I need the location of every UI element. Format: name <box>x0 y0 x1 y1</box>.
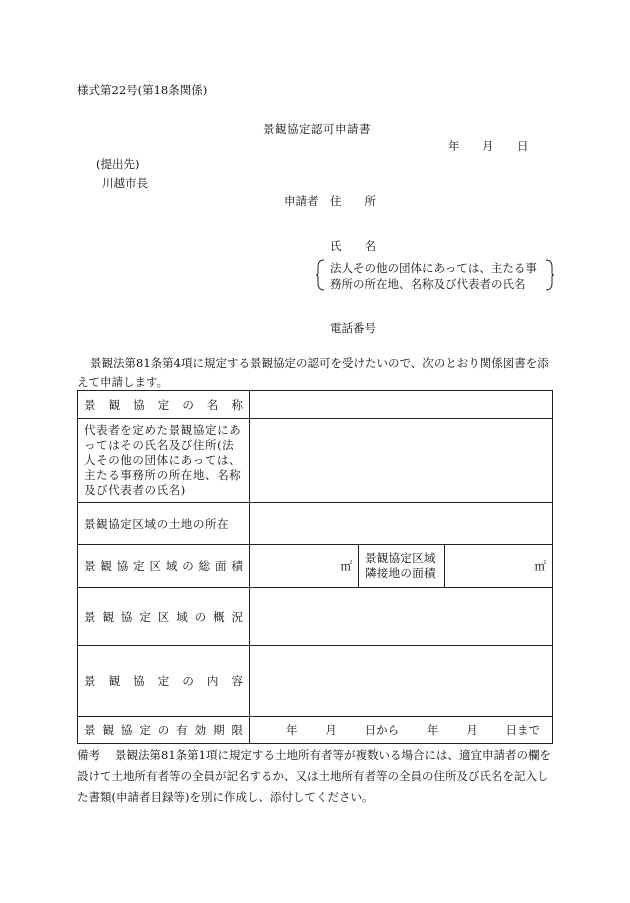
label-char: 協 <box>120 723 133 737</box>
adjacent-area-field[interactable] <box>445 545 553 588</box>
label-char: 定 <box>139 723 151 737</box>
total-area-field[interactable] <box>250 545 359 588</box>
remarks-label: 備考 <box>77 748 100 762</box>
validity-period-label <box>78 717 250 744</box>
adjacent-area-label: 景観協定区域隣接地の面積 <box>359 545 445 588</box>
application-table <box>77 390 553 744</box>
label-char: 総 <box>198 559 211 573</box>
label-char: 効 <box>194 723 207 737</box>
date-day: 日 <box>517 139 529 153</box>
table-row <box>78 419 553 503</box>
label-char: 定 <box>157 674 170 688</box>
table-row <box>78 503 553 545</box>
address-label: 住 所 <box>330 194 376 208</box>
label-char: 協 <box>120 609 133 624</box>
table-row <box>78 588 553 646</box>
validity-period-field[interactable] <box>250 717 553 744</box>
label-char: 名 <box>206 397 219 412</box>
label-char: 況 <box>231 609 243 624</box>
label-char: 区 <box>149 559 161 573</box>
label-char: 限 <box>231 723 243 737</box>
label-char: の <box>194 609 207 624</box>
label-char: 観 <box>102 609 114 624</box>
period-end-year: 年 <box>426 723 439 737</box>
table-row <box>78 391 553 419</box>
agreement-content-label <box>78 646 250 717</box>
period-start-year: 年 <box>286 723 298 737</box>
label-char: 内 <box>206 674 219 688</box>
label-char: 協 <box>133 674 145 688</box>
label-char: 有 <box>176 723 188 737</box>
period-start-day: 日から <box>364 723 400 737</box>
period-start-month: 月 <box>325 723 337 737</box>
land-location-label: 景観協定区域の土地の所在 <box>78 503 250 545</box>
label-char: 景 <box>84 609 96 624</box>
label-char: 容 <box>231 674 243 688</box>
label-char: の <box>182 674 194 688</box>
area-overview-label <box>78 588 250 646</box>
label-char: 景 <box>84 674 96 688</box>
applicant-note-text: 法人その他の団体にあっては、主たる事務所の所在地、名称及び代表者の氏名 <box>330 261 537 291</box>
agreement-name-field[interactable] <box>250 391 553 419</box>
applicant-label: 申請者 <box>284 194 319 208</box>
land-location-field[interactable] <box>250 503 553 545</box>
unit-sqm-2: ㎡ <box>534 559 547 573</box>
table-row <box>78 646 553 717</box>
phone-label: 電話番号 <box>330 321 376 335</box>
area-overview-field[interactable] <box>250 588 553 646</box>
label-char: 定 <box>139 609 151 624</box>
recipient-label: (提出先) <box>96 157 140 171</box>
label-char: 期 <box>213 723 225 737</box>
label-char: 域 <box>165 559 178 573</box>
label-char: 観 <box>102 723 114 737</box>
page-title: 景観協定認可申請書 <box>263 122 371 136</box>
label-char: 景 <box>84 723 96 737</box>
label-char: 定 <box>157 397 170 412</box>
form-number: 様式第22号(第18条関係) <box>77 83 208 97</box>
label-char: 概 <box>213 609 225 624</box>
label-char: 景 <box>84 397 96 412</box>
date-year: 年 <box>448 139 460 153</box>
recipient-name: 川越市長 <box>102 176 148 190</box>
intro-text: 景観法第81条第4項に規定する景観協定の認可を受けたいので、次のとおり関係図書を添えて申請します。 <box>77 356 549 389</box>
label-char: の <box>157 723 170 737</box>
label-char: 区 <box>157 609 170 624</box>
label-char: 協 <box>116 559 129 573</box>
agreement-name-label <box>78 391 250 419</box>
label-char: 面 <box>215 559 227 573</box>
label-char: 観 <box>100 559 112 573</box>
date-month: 月 <box>482 139 494 153</box>
representative-field[interactable] <box>250 419 553 503</box>
label-char: 定 <box>133 559 145 573</box>
table-row <box>78 717 553 744</box>
label-char: の <box>182 559 194 573</box>
period-end-month: 月 <box>466 723 478 737</box>
label-char: 域 <box>176 609 188 624</box>
label-char: 称 <box>231 397 243 412</box>
table-row <box>78 545 553 588</box>
label-char: の <box>182 397 194 412</box>
label-char: 積 <box>231 559 243 573</box>
name-label: 氏 名 <box>330 239 376 253</box>
label-char: 観 <box>108 397 121 412</box>
period-end-day: 日まで <box>505 723 540 737</box>
applicant-note <box>316 259 554 291</box>
remarks-text: 景観法第81条第1項に規定する土地所有者等が複数いる場合には、適宜申請者の欄を設けて土地所有者等の全員が記名するか、又は土地所有者等の全員の住所及び氏名を記入した書類(申請者目録等)を別に作成し、添付してください。 <box>77 748 551 804</box>
representative-label: 代表者を定めた景観協定にあってはその氏名及び住所(法人その他の団体にあっては、主たる事務所の所在地、名称及び代表者の氏名) <box>78 419 250 503</box>
agreement-content-field[interactable] <box>250 646 553 717</box>
label-char: 景 <box>84 559 96 573</box>
total-area-label <box>78 545 250 588</box>
label-char: 協 <box>133 397 145 412</box>
label-char: 観 <box>108 674 121 688</box>
unit-sqm: ㎡ <box>340 559 352 573</box>
